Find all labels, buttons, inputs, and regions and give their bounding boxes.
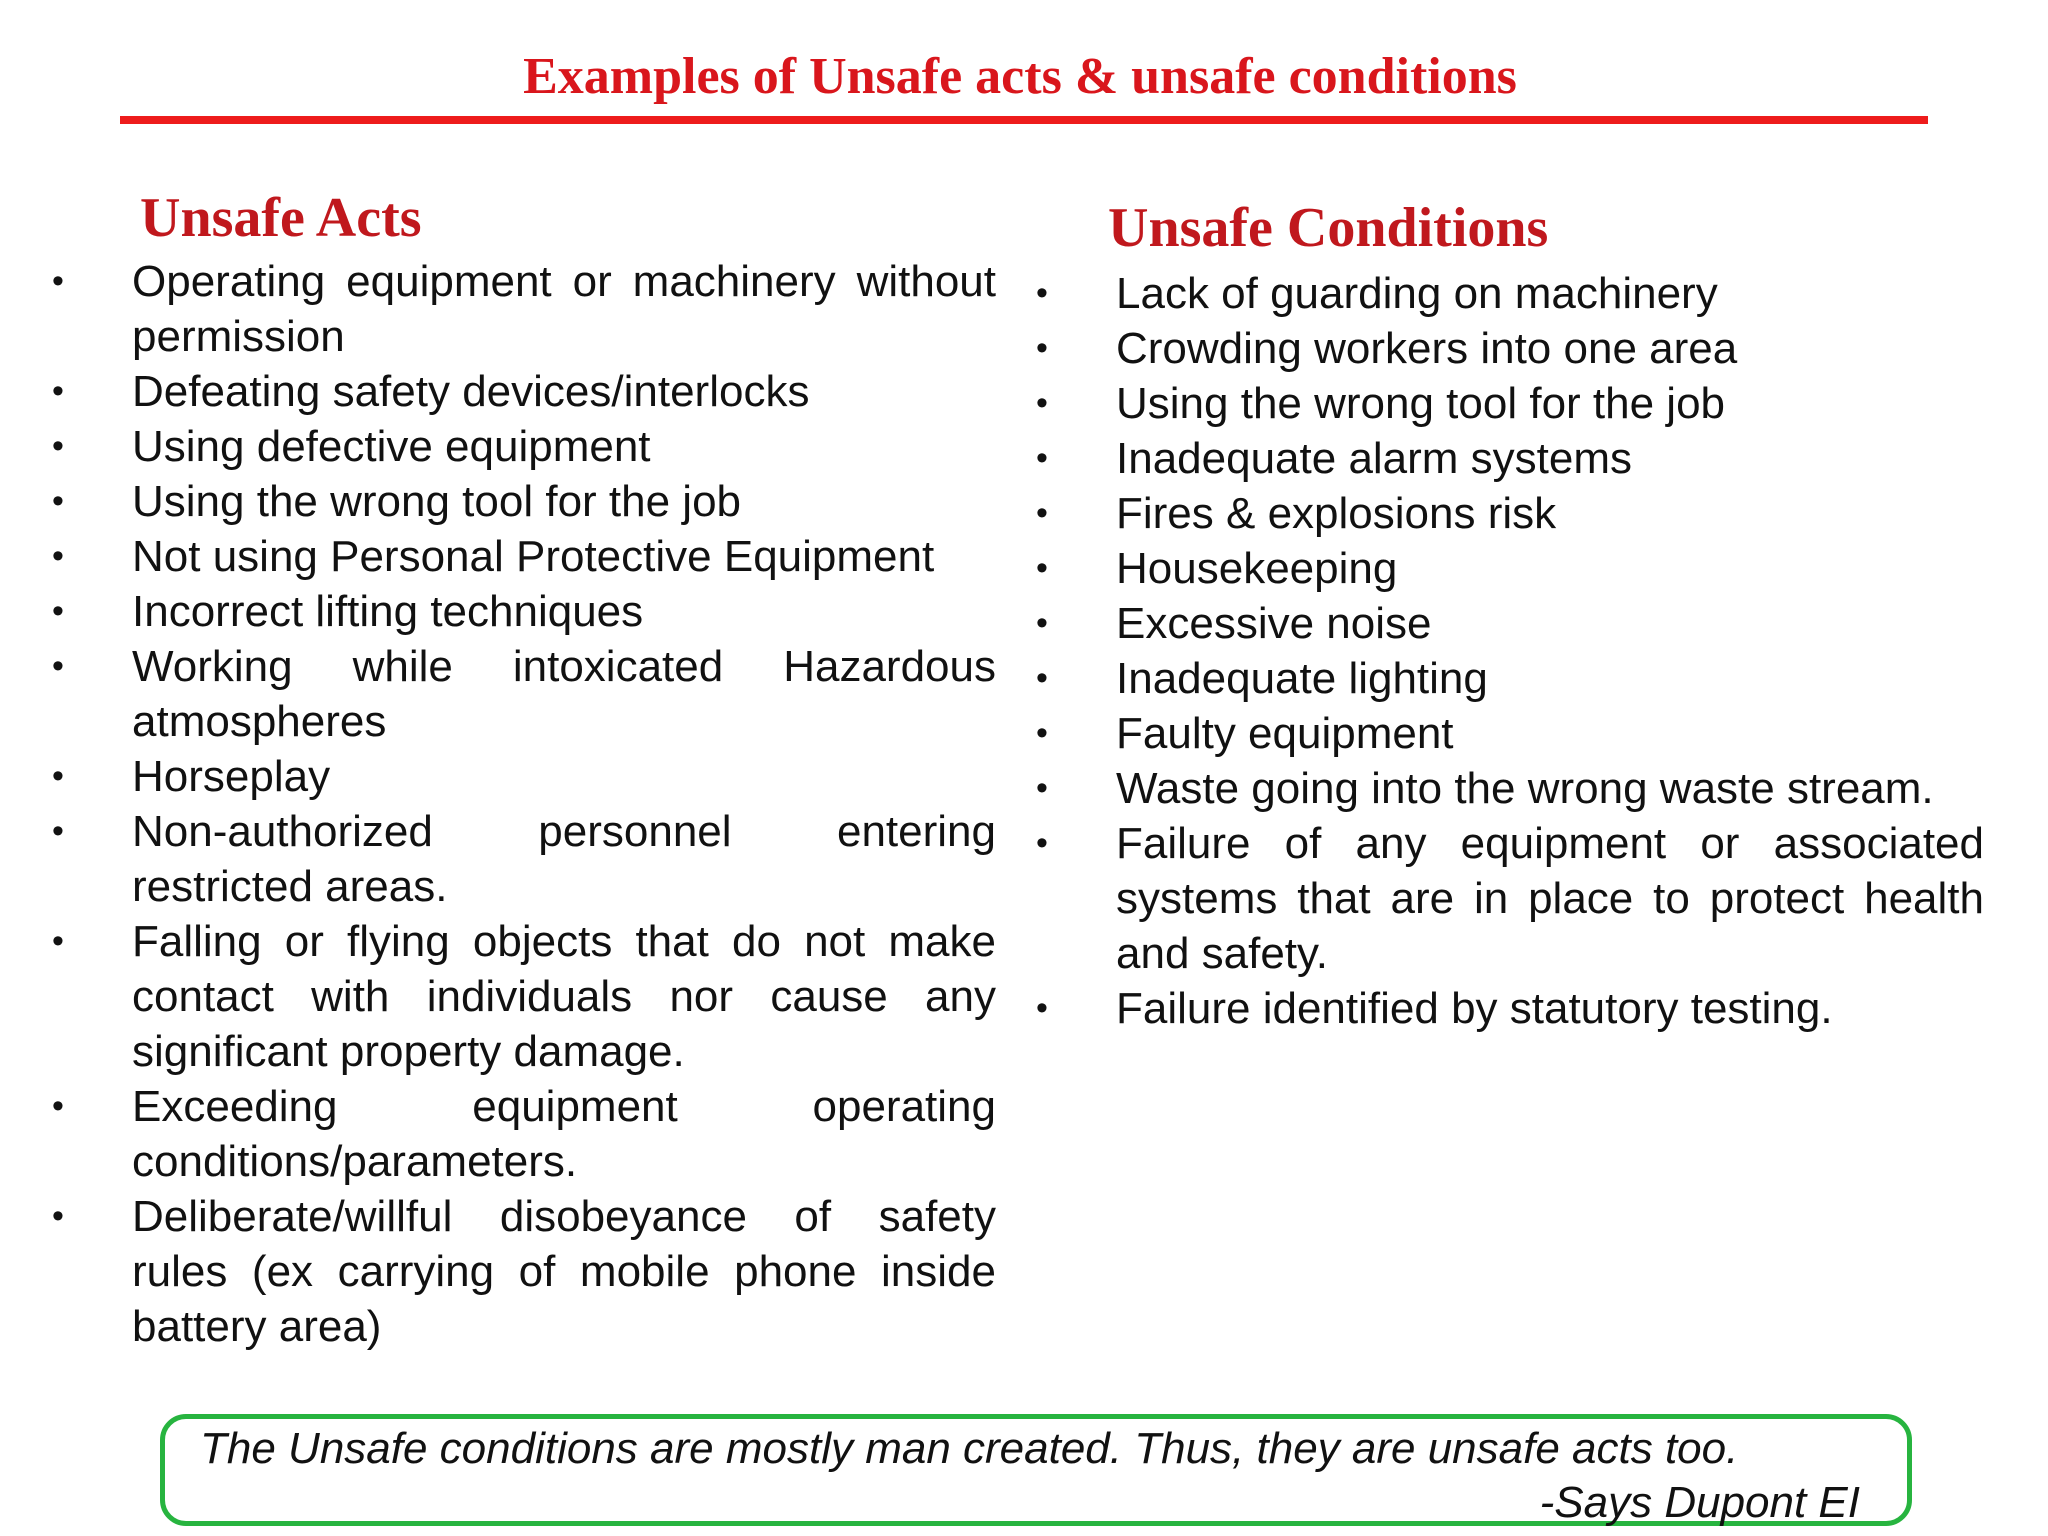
bullet-icon: • [1036, 494, 1048, 532]
unsafe-act-item [52, 749, 996, 804]
unsafe-condition-item [1036, 431, 1984, 486]
list-item-text: Not using Personal Protective Equipment [132, 532, 935, 581]
list-item-text: Defeating safety devices/interlocks [132, 367, 810, 416]
list-item-text: Housekeeping [1116, 544, 1398, 593]
list-item-text: Horseplay [132, 752, 331, 801]
list-item-text: Using the wrong tool for the job [132, 477, 742, 526]
unsafe-act-item [52, 1189, 996, 1354]
bullet-icon: • [52, 372, 64, 410]
unsafe-condition-item [1036, 266, 1984, 321]
unsafe-condition-item [1036, 321, 1984, 376]
bullet-icon: • [52, 812, 64, 850]
bullet-icon: • [52, 537, 64, 575]
unsafe-conditions-list [1036, 266, 1984, 1036]
list-item-text: Exceeding equipment operating conditions/parameters. [132, 1082, 996, 1186]
unsafe-act-item [52, 529, 996, 584]
bullet-icon: • [1036, 439, 1048, 477]
bullet-icon: • [1036, 769, 1048, 807]
list-item-text: Crowding workers into one area [1116, 324, 1738, 373]
bullet-icon: • [52, 262, 64, 300]
bullet-icon: • [52, 922, 64, 960]
unsafe-act-item [52, 254, 996, 364]
bullet-icon: • [52, 482, 64, 520]
list-item-text: Deliberate/willful disobeyance of safety rules (ex carrying of mobile phone inside battery area) [132, 1192, 996, 1351]
unsafe-acts-heading: Unsafe Acts [140, 187, 422, 249]
list-item-text: Working while intoxicated Hazardous atmospheres [132, 642, 996, 746]
bullet-icon: • [52, 1087, 64, 1125]
unsafe-condition-item [1036, 376, 1984, 431]
slide-title: Examples of Unsafe acts & unsafe conditions [523, 48, 1517, 105]
list-item-text: Operating equipment or machinery without permission [132, 257, 996, 361]
unsafe-act-item [52, 364, 996, 419]
list-item-text: Non-authorized personnel entering restricted areas. [132, 807, 996, 911]
list-item-text: Lack of guarding on machinery [1116, 269, 1718, 318]
bullet-icon: • [1036, 274, 1048, 312]
list-item-text: Excessive noise [1116, 599, 1432, 648]
unsafe-acts-list [52, 254, 996, 1354]
title-underline [120, 116, 1928, 124]
unsafe-condition-item [1036, 981, 1984, 1036]
bullet-icon: • [1036, 714, 1048, 752]
unsafe-condition-item [1036, 706, 1984, 761]
unsafe-act-item [52, 914, 996, 1079]
unsafe-act-item [52, 804, 996, 914]
bullet-icon: • [52, 647, 64, 685]
bullet-icon: • [1036, 989, 1048, 1027]
unsafe-condition-item [1036, 486, 1984, 541]
bullet-icon: • [1036, 824, 1048, 862]
unsafe-condition-item [1036, 816, 1984, 981]
list-item-text: Inadequate alarm systems [1116, 434, 1633, 483]
bullet-icon: • [1036, 329, 1048, 367]
list-item-text: Inadequate lighting [1116, 654, 1488, 703]
list-item-text: Falling or flying objects that do not make contact with individuals nor cause any significant property damage. [132, 917, 996, 1076]
list-item-text: Using the wrong tool for the job [1116, 379, 1726, 428]
bullet-icon: • [52, 1197, 64, 1235]
bullet-icon: • [1036, 659, 1048, 697]
unsafe-condition-item [1036, 761, 1984, 816]
list-item-text: Failure of any equipment or associated systems that are in place to protect health and safety. [1116, 819, 1984, 978]
list-item-text: Waste going into the wrong waste stream. [1116, 764, 1934, 813]
unsafe-act-item [52, 419, 996, 474]
unsafe-act-item [52, 639, 996, 749]
bullet-icon: • [1036, 384, 1048, 422]
bullet-icon: • [1036, 549, 1048, 587]
list-item-text: Incorrect lifting techniques [132, 587, 644, 636]
unsafe-act-item [52, 584, 996, 639]
bullet-icon: • [52, 757, 64, 795]
unsafe-condition-item [1036, 651, 1984, 706]
list-item-text: Faulty equipment [1116, 709, 1454, 758]
list-item-text: Using defective equipment [132, 422, 651, 471]
unsafe-condition-item [1036, 541, 1984, 596]
unsafe-condition-item [1036, 596, 1984, 651]
bullet-icon: • [52, 427, 64, 465]
list-item-text: Fires & explosions risk [1116, 489, 1557, 538]
unsafe-act-item [52, 474, 996, 529]
bullet-icon: • [1036, 604, 1048, 642]
unsafe-conditions-heading: Unsafe Conditions [1108, 197, 1549, 259]
list-item-text: Failure identified by statutory testing. [1116, 984, 1833, 1033]
note-quote: The Unsafe conditions are mostly man created. Thus, they are unsafe acts too. [200, 1424, 1739, 1473]
note-attribution: -Says Dupont EI [1539, 1478, 1860, 1527]
unsafe-act-item [52, 1079, 996, 1189]
bullet-icon: • [52, 592, 64, 630]
